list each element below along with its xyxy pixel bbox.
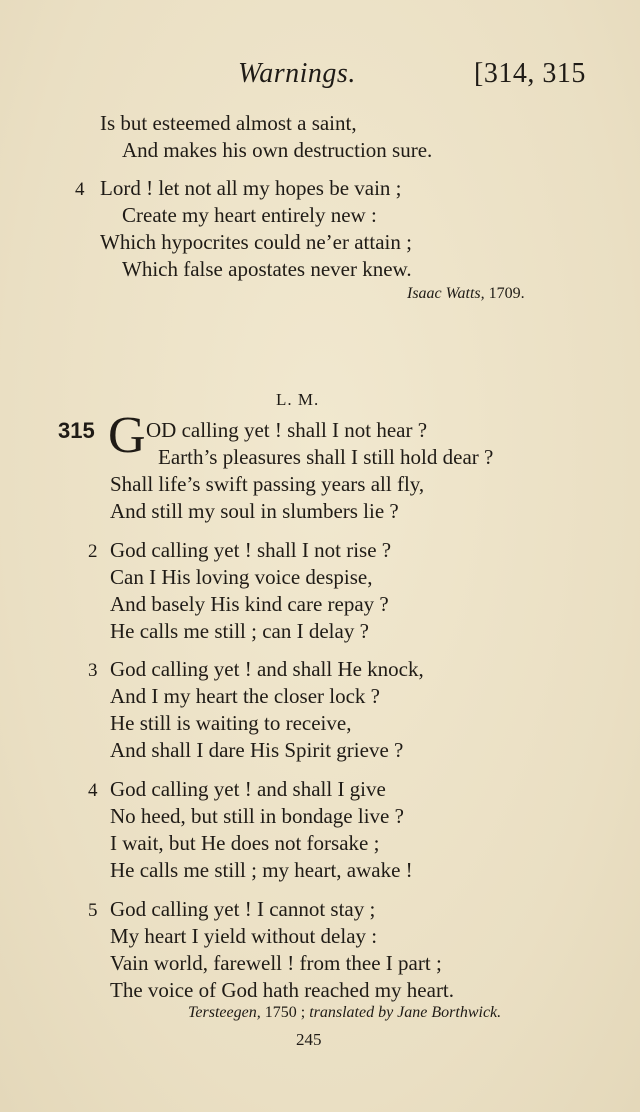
author-year: 1709. [488, 285, 525, 302]
running-header-hymn-numbers: [314, 315 [474, 58, 586, 89]
verse-line: God calling yet ! and shall He knock, [110, 657, 424, 681]
verse-line: Shall life’s swift passing years all fly, [110, 472, 425, 496]
verse-line: And makes his own destruction sure. [122, 138, 433, 162]
verse-line: Can I His loving voice despise, [110, 565, 373, 589]
hymn-number: 315 [58, 418, 95, 443]
stanza-number: 3 [88, 660, 98, 681]
verse-line: He still is waiting to receive, [110, 711, 352, 735]
verse-line: He calls me still ; my heart, awake ! [110, 858, 413, 882]
verse-line: And I my heart the closer lock ? [110, 684, 380, 708]
verse-line: He calls me still ; can I delay ? [110, 619, 369, 643]
verse-line: And still my soul in slumbers lie ? [110, 499, 399, 523]
verse-line: And shall I dare His Spirit grieve ? [110, 738, 404, 762]
author-name: Tersteegen, [188, 1004, 261, 1021]
meter-label: L. M. [276, 390, 320, 409]
stanza-number: 4 [75, 179, 85, 200]
verse-line: Lord ! let not all my hopes be vain ; [100, 176, 402, 200]
author-year: 1750 ; [264, 1004, 306, 1021]
running-header-title: Warnings. [238, 58, 356, 89]
verse-line: No heed, but still in bondage live ? [110, 804, 404, 828]
verse-line: Is but esteemed almost a saint, [100, 111, 357, 135]
verse-line: God calling yet ! I cannot stay ; [110, 897, 376, 921]
verse-line: Create my heart entirely new : [122, 203, 377, 227]
verse-line: Earth’s pleasures shall I still hold dear ? [158, 445, 494, 469]
verse-line: OD calling yet ! shall I not hear ? [146, 418, 428, 442]
verse-line: God calling yet ! shall I not rise ? [110, 538, 392, 562]
verse-line: Which false apostates never knew. [122, 257, 412, 281]
author-attribution [407, 285, 525, 303]
verse-line: I wait, but He does not forsake ; [110, 831, 380, 855]
author-name: Isaac Watts, [407, 285, 485, 302]
verse-line: Which hypocrites could ne’er attain ; [100, 230, 412, 254]
verse-line: My heart I yield without delay : [110, 924, 378, 948]
verse-line: God calling yet ! and shall I give [110, 777, 386, 801]
stanza-number: 4 [88, 780, 98, 801]
stanza-number: 2 [88, 541, 98, 562]
drop-cap: G [108, 407, 146, 464]
translator-credit: translated by Jane Borthwick. [309, 1004, 502, 1021]
page-number: 245 [296, 1030, 322, 1049]
verse-line: Vain world, farewell ! from thee I part ; [110, 951, 442, 975]
verse-line: And basely His kind care repay ? [110, 592, 389, 616]
stanza-number: 5 [88, 900, 98, 921]
author-attribution [188, 1004, 501, 1022]
verse-line: The voice of God hath reached my heart. [110, 978, 455, 1002]
